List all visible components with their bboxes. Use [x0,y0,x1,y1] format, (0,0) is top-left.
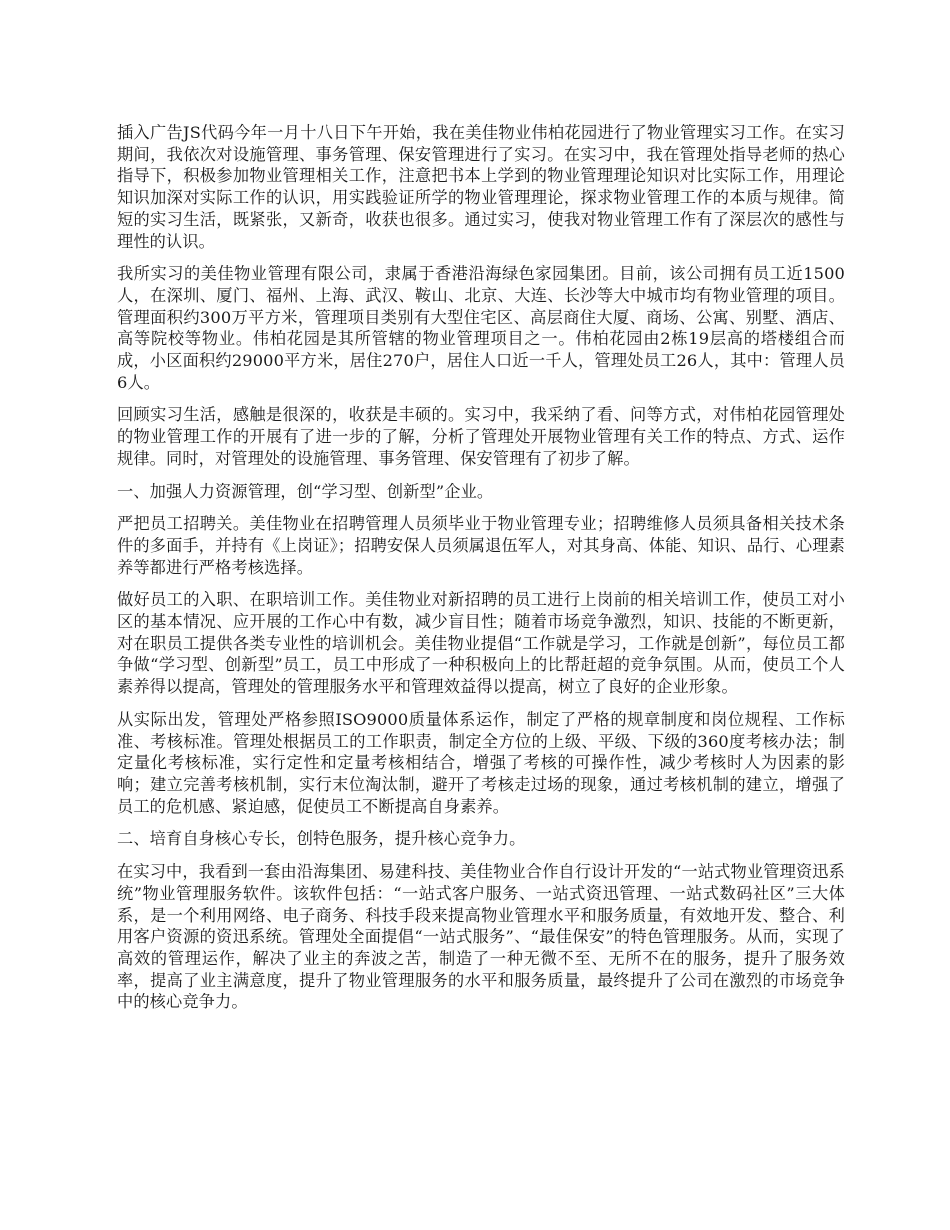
section-heading-2: 二、培育自身核心专长，创特色服务，提升核心竞争力。 [117,829,526,849]
document-body [117,122,845,1024]
paragraph-training: 做好员工的入职、在职培训工作。美佳物业对新招聘的员工进行上岗前的相关培训工作，使员工对小区的基本情况、应开展的工作心中有数，减少盲目性；随着市场竞争激烈，知识、技能的不断更新，对在职员工提供各类专业性的培训机会。美佳物业提倡“工作就是学习，工作就是创新”，每位员工都争做“学习型、创新型”员工，员工中形成了一种积极向上的比帮赶超的竞争氛围。从而，使员工个人素养得以提高，管理处的管理服务水平和管理效益得以提高，树立了良好的企业形象。 [117,590,845,697]
paragraph-review: 回顾实习生活，感触是很深的，收获是丰硕的。实习中，我采纳了看、问等方式，对伟柏花园管理处的物业管理工作的开展有了进一步的了解，分析了管理处开展物业管理有关工作的特点、方式、运作规律。同时，对管理处的设施管理、事务管理、保安管理有了初步了解。 [117,405,845,468]
paragraph-company: 我所实习的美佳物业管理有限公司，隶属于香港沿海绿色家园集团。目前，该公司拥有员工近1500人，在深圳、厦门、福州、上海、武汉、鞍山、北京、大连、长沙等大中城市均有物业管理的项目。管理面积约300万平方米，管理项目类别有大型住宅区、高层商住大厦、商场、公寓、别墅、酒店、高等院校等物业。伟柏花园是其所管辖的物业管理项目之一。伟柏花园由2栋19层高的塔楼组合而成，小区面积约29000平方米，居住270户，居住人口近一千人，管理处员工26人，其中：管理人员6人。 [117,264,845,392]
paragraph-recruitment: 严把员工招聘关。美佳物业在招聘管理人员须毕业于物业管理专业；招聘维修人员须具备相关技术条件的多面手，并持有《上岗证》；招聘安保人员须属退伍军人，对其身高、体能、知识、品行、心理素养等都进行严格考核选择。 [117,514,845,577]
paragraph-intro: 插入广告JS代码今年一月十八日下午开始，我在美佳物业伟柏花园进行了物业管理实习工作。在实习期间，我依次对设施管理、事务管理、保安管理进行了实习。在实习中，我在管理处指导老师的热心指导下，积极参加物业管理相关工作，注意把书本上学到的物业管理理论知识对比实际工作，用理论知识加深对实际工作的认识，用实践验证所学的物业管理理论，探求物业管理工作的本质与规律。简短的实习生活，既紧张，又新奇，收获也很多。通过实习，使我对物业管理工作有了深层次的感性与理性的认识。 [117,123,845,251]
paragraph-software: 在实习中，我看到一套由沿海集团、易建科技、美佳物业合作自行设计开发的“一站式物业管理资迅系统”物业管理服务软件。该软件包括：“一站式客户服务、一站式资迅管理、一站式数码社区”三大体系，是一个利用网络、电子商务、科技手段来提高物业管理水平和服务质量，有效地开发、整合、利用客户资源的资迅系统。管理处全面提倡“一站式服务”、“最佳保安”的特色管理服务。从而，实现了高效的管理运作，解决了业主的奔波之苦，制造了一种无微不至、无所不在的服务，提升了服务效率，提高了业主满意度，提升了物业管理服务的水平和服务质量，最终提升了公司在激烈的市场竞争中的核心竞争力。 [117,862,845,1012]
paragraph-assessment: 从实际出发，管理处严格参照ISO9000质量体系运作，制定了严格的规章制度和岗位规程、工作标准、考核标准。管理处根据员工的工作职责，制定全方位的上级、平级、下级的360度考核办法；制定量化考核标准，实行定性和定量考核相结合，增强了考核的可操作性，减少考核时人为因素的影响；建立完善考核机制，实行末位淘汰制，避开了考核走过场的现象，通过考核机制的建立，增强了员工的危机感、紧迫感，促使员工不断提高自身素养。 [117,709,845,816]
section-heading-1: 一、加强人力资源管理，创“学习型、创新型”企业。 [117,481,494,501]
